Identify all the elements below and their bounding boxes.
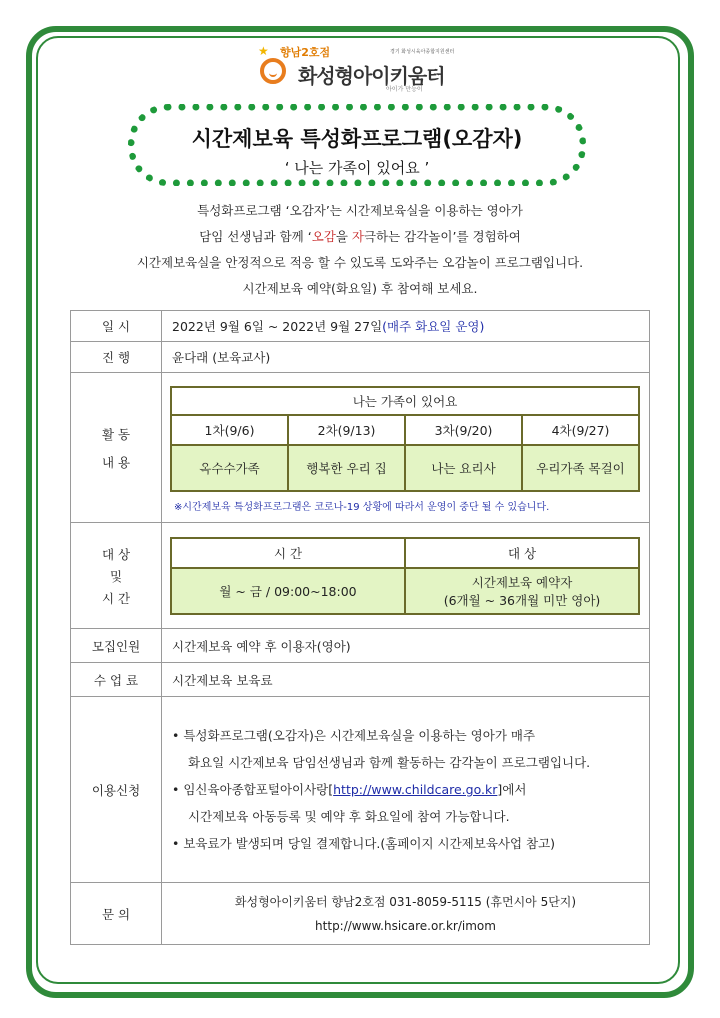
logo-tagline: 아이가 만능이 [386,86,423,93]
target-label: 대 상 및 시 간 [71,523,162,629]
inquiry-contact: 화성형아이키움터 향남2호점 031-8059-5115 (휴먼시아 5단지) [234,894,577,909]
table-row [71,697,650,883]
apply-line: 화요일 시간제보육 담임선생님과 함께 활동하는 감각놀이 프로그램입니다. [188,755,591,770]
target-cell [162,523,650,629]
date-label: 일 시 [71,311,162,342]
childcare-link[interactable]: http://www.childcare.go.kr [333,782,498,797]
logo-name: 화성형아이키움터 [298,64,445,88]
session-label: 3차(9/20) [405,415,522,445]
table-row [71,629,650,663]
session-title: 행복한 우리 집 [288,445,405,491]
apply-line: • 특성화프로그램(오감자)은 시간제보육실을 이용하는 영아가 매주 [172,728,536,743]
smile-logo-icon [260,58,286,84]
apply-line: 시간제보육 아동등록 및 예약 후 화요일에 참여 가능합니다. [188,809,510,824]
target-table [170,537,640,615]
apply-line: • 보육료가 발생되며 당일 결제합니다.(홈페이지 시간제보육사업 참고) [172,836,556,851]
logo-org: 경기 화성시육아종합지원센터 [390,49,455,55]
time-value: 월 ~ 금 / 09:00~18:00 [171,568,405,614]
target-value: 시간제보육 예약자 (6개월 ~ 36개월 미만 영아) [405,568,639,614]
apply-label: 이용신청 [71,697,162,883]
session-title: 우리가족 목걸이 [522,445,639,491]
session-title: 나는 요리사 [405,445,522,491]
recruit-value: 시간제보육 예약 후 이용자(영아) [162,629,650,663]
table-row [71,311,650,342]
activity-cell [162,373,650,523]
recruit-label: 모집인원 [71,629,162,663]
title-box [128,104,586,186]
inquiry-label: 문 의 [71,883,162,945]
intro-line: 담임 선생님과 함께 ‘오감을 자극하는 감각놀이’를 경험하여 [199,229,521,244]
table-row [71,883,650,945]
time-header: 시 간 [171,538,405,568]
page-subtitle: ‘ 나는 가족이 있어요 ’ [284,159,430,177]
info-table [70,310,650,945]
logo-branch: 향남2호점 [280,46,331,59]
star-icon: ★ [258,44,269,58]
intro-line: 시간제보육실을 안정적으로 적응 할 수 있도록 도와주는 오감놀이 프로그램입니다. [136,255,584,270]
lead-label: 진 행 [71,342,162,373]
fee-value: 시간제보육 보육료 [162,663,650,697]
activity-note: ※시간제보육 특성화프로그램은 코로나-19 상황에 따라서 운영이 중단 될 수 있습니다. [174,502,550,513]
activity-heading: 나는 가족이 있어요 [171,387,639,415]
session-label: 1차(9/6) [171,415,288,445]
session-label: 4차(9/27) [522,415,639,445]
table-row [71,342,650,373]
apply-cell [162,697,650,883]
table-row [71,373,650,523]
fee-label: 수 업 료 [71,663,162,697]
date-value: 2022년 9월 6일 ~ 2022년 9월 27일(매주 화요일 운영) [162,311,650,342]
activity-label: 활 동 내 용 [71,373,162,523]
table-row [71,523,650,629]
lead-value: 윤다래 (보육교사) [162,342,650,373]
activity-table [170,386,640,492]
inquiry-url[interactable]: http://www.hsicare.or.kr/imom [315,918,496,933]
apply-line: • 임신육아종합포털아이사랑[http://www.childcare.go.kr]에서 [172,782,527,797]
session-title: 옥수수가족 [171,445,288,491]
intro-line: 특성화프로그램 ‘오감자’는 시간제보육실을 이용하는 영아가 [197,203,523,218]
target-header: 대 상 [405,538,639,568]
session-label: 2차(9/13) [288,415,405,445]
intro-text [70,198,650,302]
inquiry-cell [162,883,650,945]
logo [258,44,468,96]
intro-line: 시간제보육 예약(화요일) 후 참여해 보세요. [242,281,478,296]
table-row [71,663,650,697]
page-title: 시간제보육 특성화프로그램(오감자) [191,127,523,151]
